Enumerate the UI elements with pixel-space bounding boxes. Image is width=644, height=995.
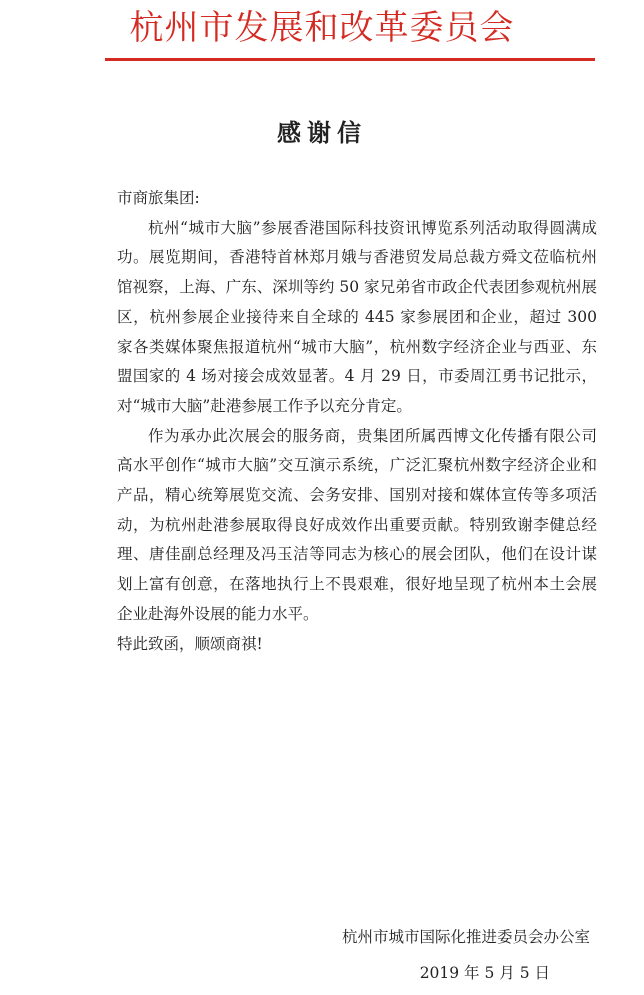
salutation: 市商旅集团: bbox=[117, 189, 200, 207]
letterhead-red-rule bbox=[105, 58, 595, 61]
letter-title: 感谢信 bbox=[277, 119, 367, 147]
letterhead bbox=[0, 0, 644, 50]
signature-date: 2019 年 5 月 5 日 bbox=[419, 964, 550, 982]
body-paragraph-2: 作为承办此次展会的服务商，贵集团所属西博文化传播有限公司高水平创作“城市大脑”交互演示系统，广泛汇聚杭州数字经济企业和产品，精心统筹展览交流、会务安排、国别对接和媒体宣传等多项活动，为杭州赴港参展取得良好成效作出重要贡献。特别致谢李健总经理、唐佳副总经理及冯玉洁等同志为核心的展会团队，他们在设计谋划上富有创意，在落地执行上不畏艰难，很好地呈现了杭州本土会展企业赴海外设展的能力水平。 bbox=[117, 426, 597, 623]
signature-office: 杭州市城市国际化推进委员会办公室 bbox=[341, 928, 590, 946]
letterhead-organization: 杭州市发展和改革委员会 bbox=[129, 8, 515, 48]
closing-remark: 特此致函，顺颂商祺! bbox=[117, 634, 263, 653]
letter-body bbox=[117, 184, 597, 659]
body-paragraph-1: 杭州“城市大脑”参展香港国际科技资讯博览系列活动取得圆满成功。展览期间，香港特首林郑月娥与香港贸发局总裁方舜文莅临杭州馆视察，上海、广东、深圳等约 50 家兄弟省市政企代表团参观杭州展区，杭州参展企业接待来自全球的 445 家参展团和企业，超过 300 家各类媒体聚焦报道杭州“城市大脑”，杭州数字经济企业与西亚、东盟国家的 4 场对接会成效显著。4 月 29 日，市委周江勇书记批示，对“城市大脑”赴港参展工作予以充分肯定。 bbox=[117, 218, 597, 415]
